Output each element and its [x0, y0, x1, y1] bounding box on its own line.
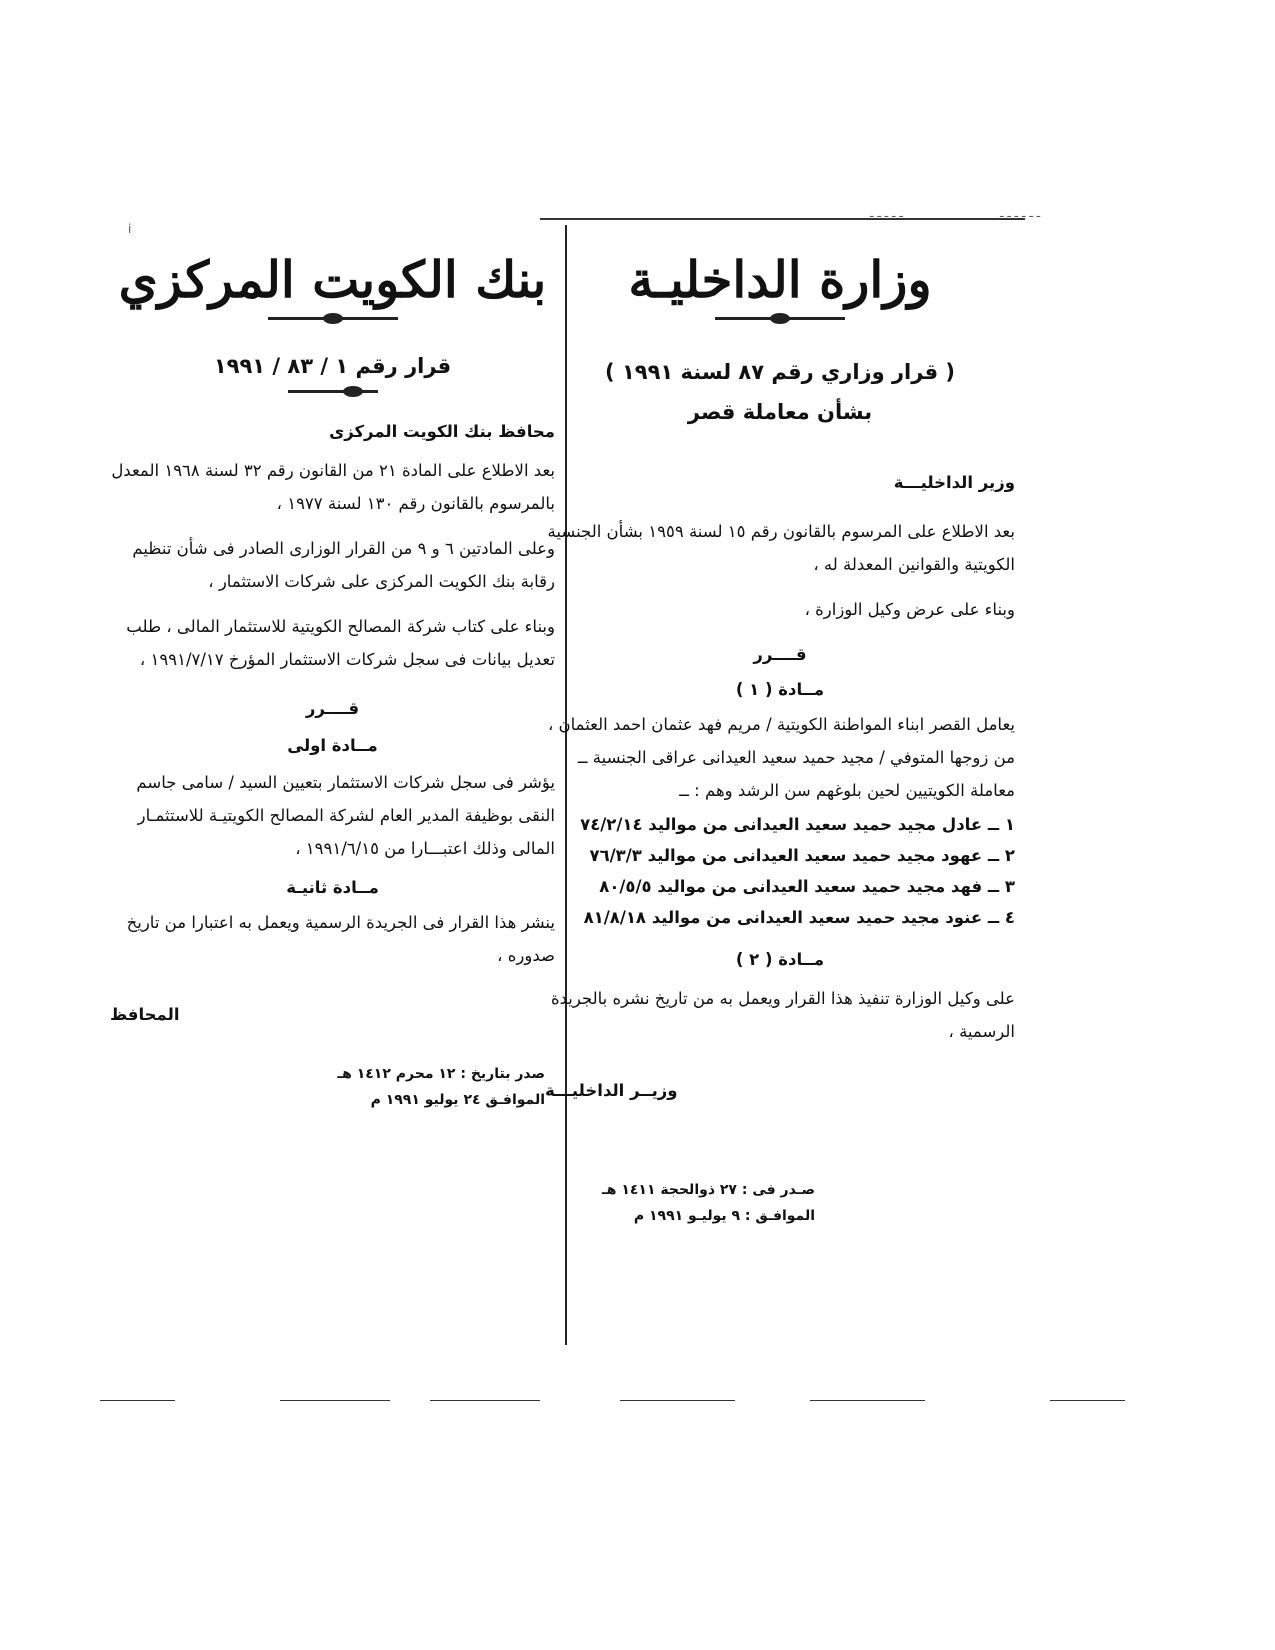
central-bank-article-1-heading: مــادة اولى: [287, 736, 378, 755]
masthead-ornament: [268, 317, 398, 320]
central-bank-masthead: بنك الكويت المركزي: [118, 250, 547, 309]
minor-item: ١ ــ عادل مجيد حميد سعيد العيدانى من مواليد ٧٤/٢/١٤: [580, 815, 1015, 834]
bottom-rule: [430, 1400, 540, 1401]
central-bank-preamble-1: بعد الاطلاع على المادة ٢١ من القانون رقم ٣٢ لسنة ١٩٦٨ المعدل بالمرسوم بالقانون رقم ١٣٠ لسنة ١٩٧٧ ،: [111, 461, 555, 513]
ministry-article-1-text: يعامل القصر ابناء المواطنة الكويتية / مريم فهد عثمان احمد العثمان ، من زوجها المتوفي / مجيد حميد سعيد العيدانى عراقى الجنسية ــ معاملة الكويتيين لحين بلوغهم سن الرشد وهم : ــ: [547, 715, 1015, 800]
central-bank-article-2-heading: مــادة ثانيـة: [286, 878, 379, 897]
ministry-decision-title: ( قرار وزاري رقم ٨٧ لسنة ١٩٩١ ): [605, 360, 955, 384]
central-bank-preamble-3: وبناء على كتاب شركة المصالح الكويتية للاستثمار المالى ، طلب تعديل بيانات فى سجل شركات الاستثمار المؤرخ ١٩٩١/٧/١٧ ،: [126, 617, 555, 669]
central-bank-decides: قــــرر: [305, 699, 360, 718]
bottom-rule: [620, 1400, 735, 1401]
minors-list: [545, 809, 1015, 933]
central-bank-issuer: محافظ بنك الكويت المركزى: [329, 422, 555, 441]
central-bank-issued-hijri: صدر بتاريخ : ١٢ محرم ١٤١٢ هـ: [337, 1066, 545, 1082]
central-bank-signature: المحافظ: [110, 1005, 180, 1024]
bottom-rule: [280, 1400, 390, 1401]
minor-item: ٣ ــ فهد مجيد حميد سعيد العيدانى من مواليد ٨٠/٥/٥: [599, 877, 1015, 896]
central-bank-column: [110, 250, 555, 1113]
minor-item: ٢ ــ عهود مجيد حميد سعيد العيدانى من مواليد ٧٦/٣/٣: [589, 846, 1015, 865]
ministry-issued-gregorian: الموافـق : ٩ يوليـو ١٩٩١ م: [633, 1208, 815, 1224]
page-mark-center: ـ ـ ـ ـ ـ: [870, 206, 903, 220]
central-bank-issued-gregorian: الموافـق ٢٤ يوليو ١٩٩١ م: [370, 1092, 545, 1108]
ministry-column: [545, 250, 1015, 1229]
masthead-ornament: [715, 317, 845, 320]
page-mark-right: ـ ـ ـ ـ ـ ـ: [1000, 206, 1041, 220]
top-rule: [540, 218, 1025, 220]
central-bank-article-2-text: ينشر هذا القرار فى الجريدة الرسمية ويعمل به اعتبارا من تاريخ صدوره ،: [126, 913, 555, 965]
ministry-masthead: وزارة الداخليـة: [628, 250, 932, 309]
ministry-article-2-heading: مــادة ( ٢ ): [735, 950, 825, 969]
central-bank-issue-date: [110, 1061, 555, 1113]
ministry-decision-subject: بشأن معاملة قصر: [687, 400, 873, 424]
page-mark-left: i: [128, 222, 132, 236]
ministry-article-1-heading: مــادة ( ١ ): [735, 680, 825, 699]
ministry-preamble-1: بعد الاطلاع على المرسوم بالقانون رقم ١٥ لسنة ١٩٥٩ بشأن الجنسية الكويتية والقوانين المعدلة له ،: [547, 522, 1015, 574]
bottom-rule: [100, 1400, 175, 1401]
ministry-issuer: وزير الداخليـــة: [893, 473, 1015, 492]
bottom-rule: [1050, 1400, 1125, 1401]
ministry-decides: قــــرر: [753, 645, 807, 664]
minor-item: ٤ ــ عنود مجيد حميد سعيد العيدانى من مواليد ٨١/٨/١٨: [583, 908, 1015, 927]
central-bank-article-1-text: يؤشر فى سجل شركات الاستثمار بتعيين السيد / سامى جاسم النقى بوظيفة المدير العام لشركة المصالح الكويتيـة للاستثمـار المالى وذلك اعتبـــارا من ١٩٩١/٦/١٥ ،: [136, 773, 555, 858]
title-ornament: [288, 390, 378, 393]
ministry-signature: وزيــر الداخليـــة: [545, 1081, 678, 1100]
ministry-article-2-text: على وكيل الوزارة تنفيذ هذا القرار ويعمل به من تاريخ نشره بالجريدة الرسمية ،: [550, 989, 1015, 1041]
ministry-issued-hijri: صـدر فى : ٢٧ ذوالحجة ١٤١١ هـ: [601, 1182, 815, 1198]
ministry-issue-date: [545, 1177, 1015, 1229]
central-bank-decision-title: قرار رقم ١ / ٨٣ / ١٩٩١: [213, 354, 452, 378]
central-bank-preamble-2: وعلى المادتين ٦ و ٩ من القرار الوزارى الصادر فى شأن تنظيم رقابة بنك الكويت المركزى على شركات الاستثمار ،: [132, 539, 555, 591]
ministry-preamble-2: وبناء على عرض وكيل الوزارة ،: [804, 600, 1015, 619]
bottom-rule: [810, 1400, 925, 1401]
